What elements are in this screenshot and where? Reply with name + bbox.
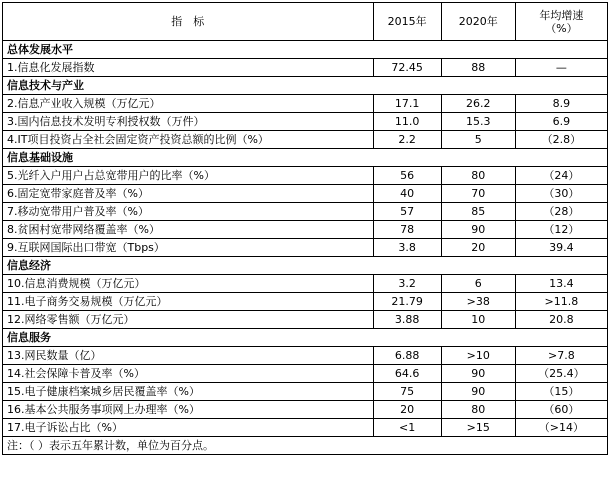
header-annual-growth-label: 年均增速 [539, 8, 584, 22]
value-2020: 15.3 [441, 113, 515, 131]
header-2020: 2020年 [441, 3, 515, 41]
indicator-name: 15.电子健康档案城乡居民覆盖率（%） [3, 383, 374, 401]
table-row [3, 293, 608, 311]
annual-growth: （15） [515, 383, 607, 401]
table-row [3, 419, 608, 437]
value-2020: 10 [441, 311, 515, 329]
header-indicator: 指 标 [3, 3, 374, 41]
value-2020: >10 [441, 347, 515, 365]
value-2020: 80 [441, 167, 515, 185]
annual-growth: （12） [515, 221, 607, 239]
table-row [3, 167, 608, 185]
table-row [3, 383, 608, 401]
section-row [3, 329, 608, 347]
value-2015: 3.2 [373, 275, 441, 293]
annual-growth: （28） [515, 203, 607, 221]
section-title: 总体发展水平 [3, 41, 608, 59]
value-2020: 90 [441, 365, 515, 383]
indicator-name: 3.国内信息技术发明专利授权数（万件） [3, 113, 374, 131]
indicator-name: 7.移动宽带用户普及率（%） [3, 203, 374, 221]
table-row [3, 113, 608, 131]
value-2015: 3.8 [373, 239, 441, 257]
annual-growth: 8.9 [515, 95, 607, 113]
value-2020: 90 [441, 383, 515, 401]
table-row [3, 59, 608, 77]
value-2015: 21.79 [373, 293, 441, 311]
indicator-name: 11.电子商务交易规模（万亿元） [3, 293, 374, 311]
annual-growth: >11.8 [515, 293, 607, 311]
section-row [3, 77, 608, 95]
table-row [3, 221, 608, 239]
section-title: 信息服务 [3, 329, 608, 347]
annual-growth: — [515, 59, 607, 77]
indicator-name: 8.贫困村宽带网络覆盖率（%） [3, 221, 374, 239]
value-2020: 90 [441, 221, 515, 239]
value-2020: 20 [441, 239, 515, 257]
value-2015: 72.45 [373, 59, 441, 77]
annual-growth: （60） [515, 401, 607, 419]
note-row [3, 437, 608, 455]
annual-growth: >7.8 [515, 347, 607, 365]
indicator-name: 17.电子诉讼占比（%） [3, 419, 374, 437]
indicator-name: 14.社会保障卡普及率（%） [3, 365, 374, 383]
table-row [3, 203, 608, 221]
indicator-name: 12.网络零售额（万亿元） [3, 311, 374, 329]
section-title: 信息基础设施 [3, 149, 608, 167]
value-2015: 78 [373, 221, 441, 239]
value-2015: 6.88 [373, 347, 441, 365]
indicator-name: 5.光纤入户用户占总宽带用户的比率（%） [3, 167, 374, 185]
section-row [3, 149, 608, 167]
indicator-name: 1.信息化发展指数 [3, 59, 374, 77]
indicator-name: 6.固定宽带家庭普及率（%） [3, 185, 374, 203]
value-2015: 11.0 [373, 113, 441, 131]
section-title: 信息技术与产业 [3, 77, 608, 95]
annual-growth: （2.8） [515, 131, 607, 149]
section-row [3, 257, 608, 275]
value-2015: 3.88 [373, 311, 441, 329]
section-title: 信息经济 [3, 257, 608, 275]
value-2015: 64.6 [373, 365, 441, 383]
header-annual-growth [515, 3, 607, 41]
indicator-name: 2.信息产业收入规模（万亿元） [3, 95, 374, 113]
annual-growth: （24） [515, 167, 607, 185]
indicator-name: 10.信息消费规模（万亿元） [3, 275, 374, 293]
value-2020: 6 [441, 275, 515, 293]
indicator-name: 4.IT项目投资占全社会固定资产投资总额的比例（%） [3, 131, 374, 149]
value-2015: 17.1 [373, 95, 441, 113]
value-2020: 85 [441, 203, 515, 221]
indicator-name: 16.基本公共服务事项网上办理率（%） [3, 401, 374, 419]
value-2015: <1 [373, 419, 441, 437]
annual-growth: （>14） [515, 419, 607, 437]
table-row [3, 365, 608, 383]
value-2015: 56 [373, 167, 441, 185]
annual-growth: （30） [515, 185, 607, 203]
indicator-name: 9.互联网国际出口带宽（Tbps） [3, 239, 374, 257]
value-2020: 26.2 [441, 95, 515, 113]
value-2020: 88 [441, 59, 515, 77]
value-2015: 20 [373, 401, 441, 419]
annual-growth: 6.9 [515, 113, 607, 131]
value-2015: 57 [373, 203, 441, 221]
table-row [3, 185, 608, 203]
indicator-name: 13.网民数量（亿） [3, 347, 374, 365]
table-row [3, 401, 608, 419]
value-2020: >38 [441, 293, 515, 311]
table-row [3, 239, 608, 257]
value-2020: 5 [441, 131, 515, 149]
header-row [3, 3, 608, 41]
table-note: 注：（ ）表示五年累计数，单位为百分点。 [3, 437, 608, 455]
value-2020: 80 [441, 401, 515, 419]
table-row [3, 311, 608, 329]
value-2015: 40 [373, 185, 441, 203]
value-2015: 2.2 [373, 131, 441, 149]
table-row [3, 347, 608, 365]
indicator-table [2, 2, 608, 455]
header-annual-growth-unit: （%） [545, 21, 578, 35]
annual-growth: 20.8 [515, 311, 607, 329]
value-2020: >15 [441, 419, 515, 437]
annual-growth: 13.4 [515, 275, 607, 293]
value-2015: 75 [373, 383, 441, 401]
value-2020: 70 [441, 185, 515, 203]
annual-growth: （25.4） [515, 365, 607, 383]
section-row [3, 41, 608, 59]
table-row [3, 95, 608, 113]
header-2015: 2015年 [373, 3, 441, 41]
table-row [3, 131, 608, 149]
annual-growth: 39.4 [515, 239, 607, 257]
table-row [3, 275, 608, 293]
